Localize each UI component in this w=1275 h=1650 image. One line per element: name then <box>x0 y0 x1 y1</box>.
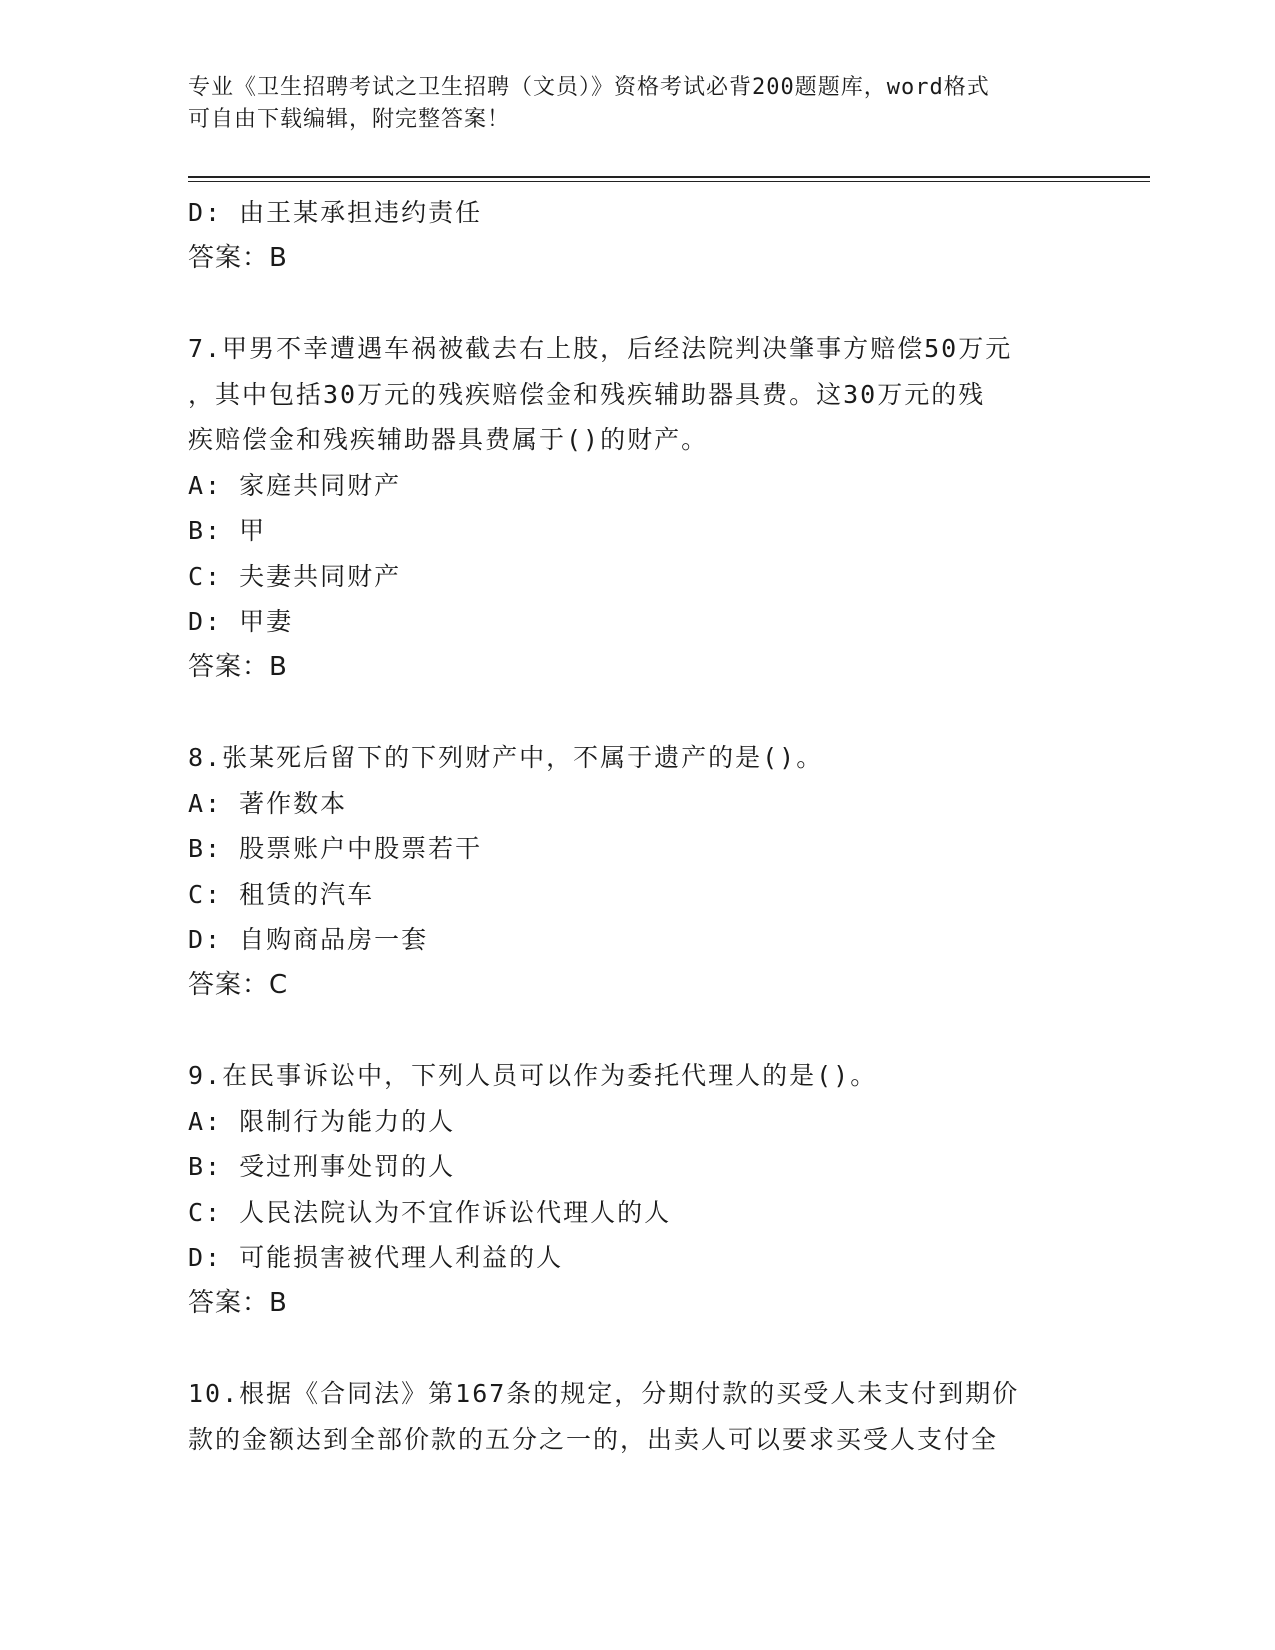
answer: 答案：B <box>188 651 288 682</box>
spacer <box>188 690 1088 735</box>
page-header <box>188 72 1088 136</box>
option-d: D: 自购商品房一套 <box>188 925 429 954</box>
question-text: 10.根据《合同法》第167条的规定，分期付款的买受人未支付到期价 <box>188 1379 1020 1408</box>
question-text: 9.在民事诉讼中，下列人员可以作为委托代理人的是()。 <box>188 1061 878 1090</box>
question-text: 款的金额达到全部价款的五分之一的，出卖人可以要求买受人支付全 <box>188 1424 999 1454</box>
option-b: B: 受过刑事处罚的人 <box>188 1152 456 1181</box>
spacer <box>188 1326 1088 1371</box>
header-line-2: 可自由下载编辑，附完整答案！ <box>188 107 511 132</box>
question-7 <box>188 326 1088 690</box>
question-8 <box>188 735 1088 1008</box>
option-a: A: 著作数本 <box>188 788 348 818</box>
header-divider-thin <box>188 181 1150 182</box>
answer: 答案：C <box>188 969 289 1000</box>
option-d: D: 可能损害被代理人利益的人 <box>188 1243 564 1272</box>
question-text: 7.甲男不幸遭遇车祸被截去右上肢，后经法院判决肇事方赔偿50万元 <box>188 334 1013 363</box>
option-c: C: 人民法院认为不宜作诉讼代理人的人 <box>188 1197 672 1227</box>
question-text: 疾赔偿金和残疾辅助器具费属于()的财产。 <box>188 425 709 454</box>
answer: 答案：B <box>188 242 288 273</box>
spacer <box>188 281 1088 326</box>
option-a: A: 限制行为能力的人 <box>188 1106 456 1136</box>
question-content <box>188 190 1088 1462</box>
option-c: C: 租赁的汽车 <box>188 879 375 909</box>
option-a: A: 家庭共同财产 <box>188 470 402 500</box>
option-d: D: 由王某承担违约责任 <box>188 198 483 227</box>
answer: 答案：B <box>188 1287 288 1318</box>
option-d: D: 甲妻 <box>188 607 294 636</box>
option-c: C: 夫妻共同财产 <box>188 561 402 591</box>
question-text: ，其中包括30万元的残疾赔偿金和残疾辅助器具费。这30万元的残 <box>188 379 986 409</box>
question-10 <box>188 1371 1088 1462</box>
option-b: B: 甲 <box>188 516 267 545</box>
spacer <box>188 1008 1088 1053</box>
header-line-1: 专业《卫生招聘考试之卫生招聘（文员）》资格考试必背200题题库，word格式 <box>188 75 990 100</box>
option-b: B: 股票账户中股票若干 <box>188 834 483 863</box>
question-9 <box>188 1053 1088 1326</box>
header-divider <box>188 176 1150 178</box>
question-text: 8.张某死后留下的下列财产中，不属于遗产的是()。 <box>188 743 824 772</box>
previous-question-tail <box>188 190 1088 281</box>
